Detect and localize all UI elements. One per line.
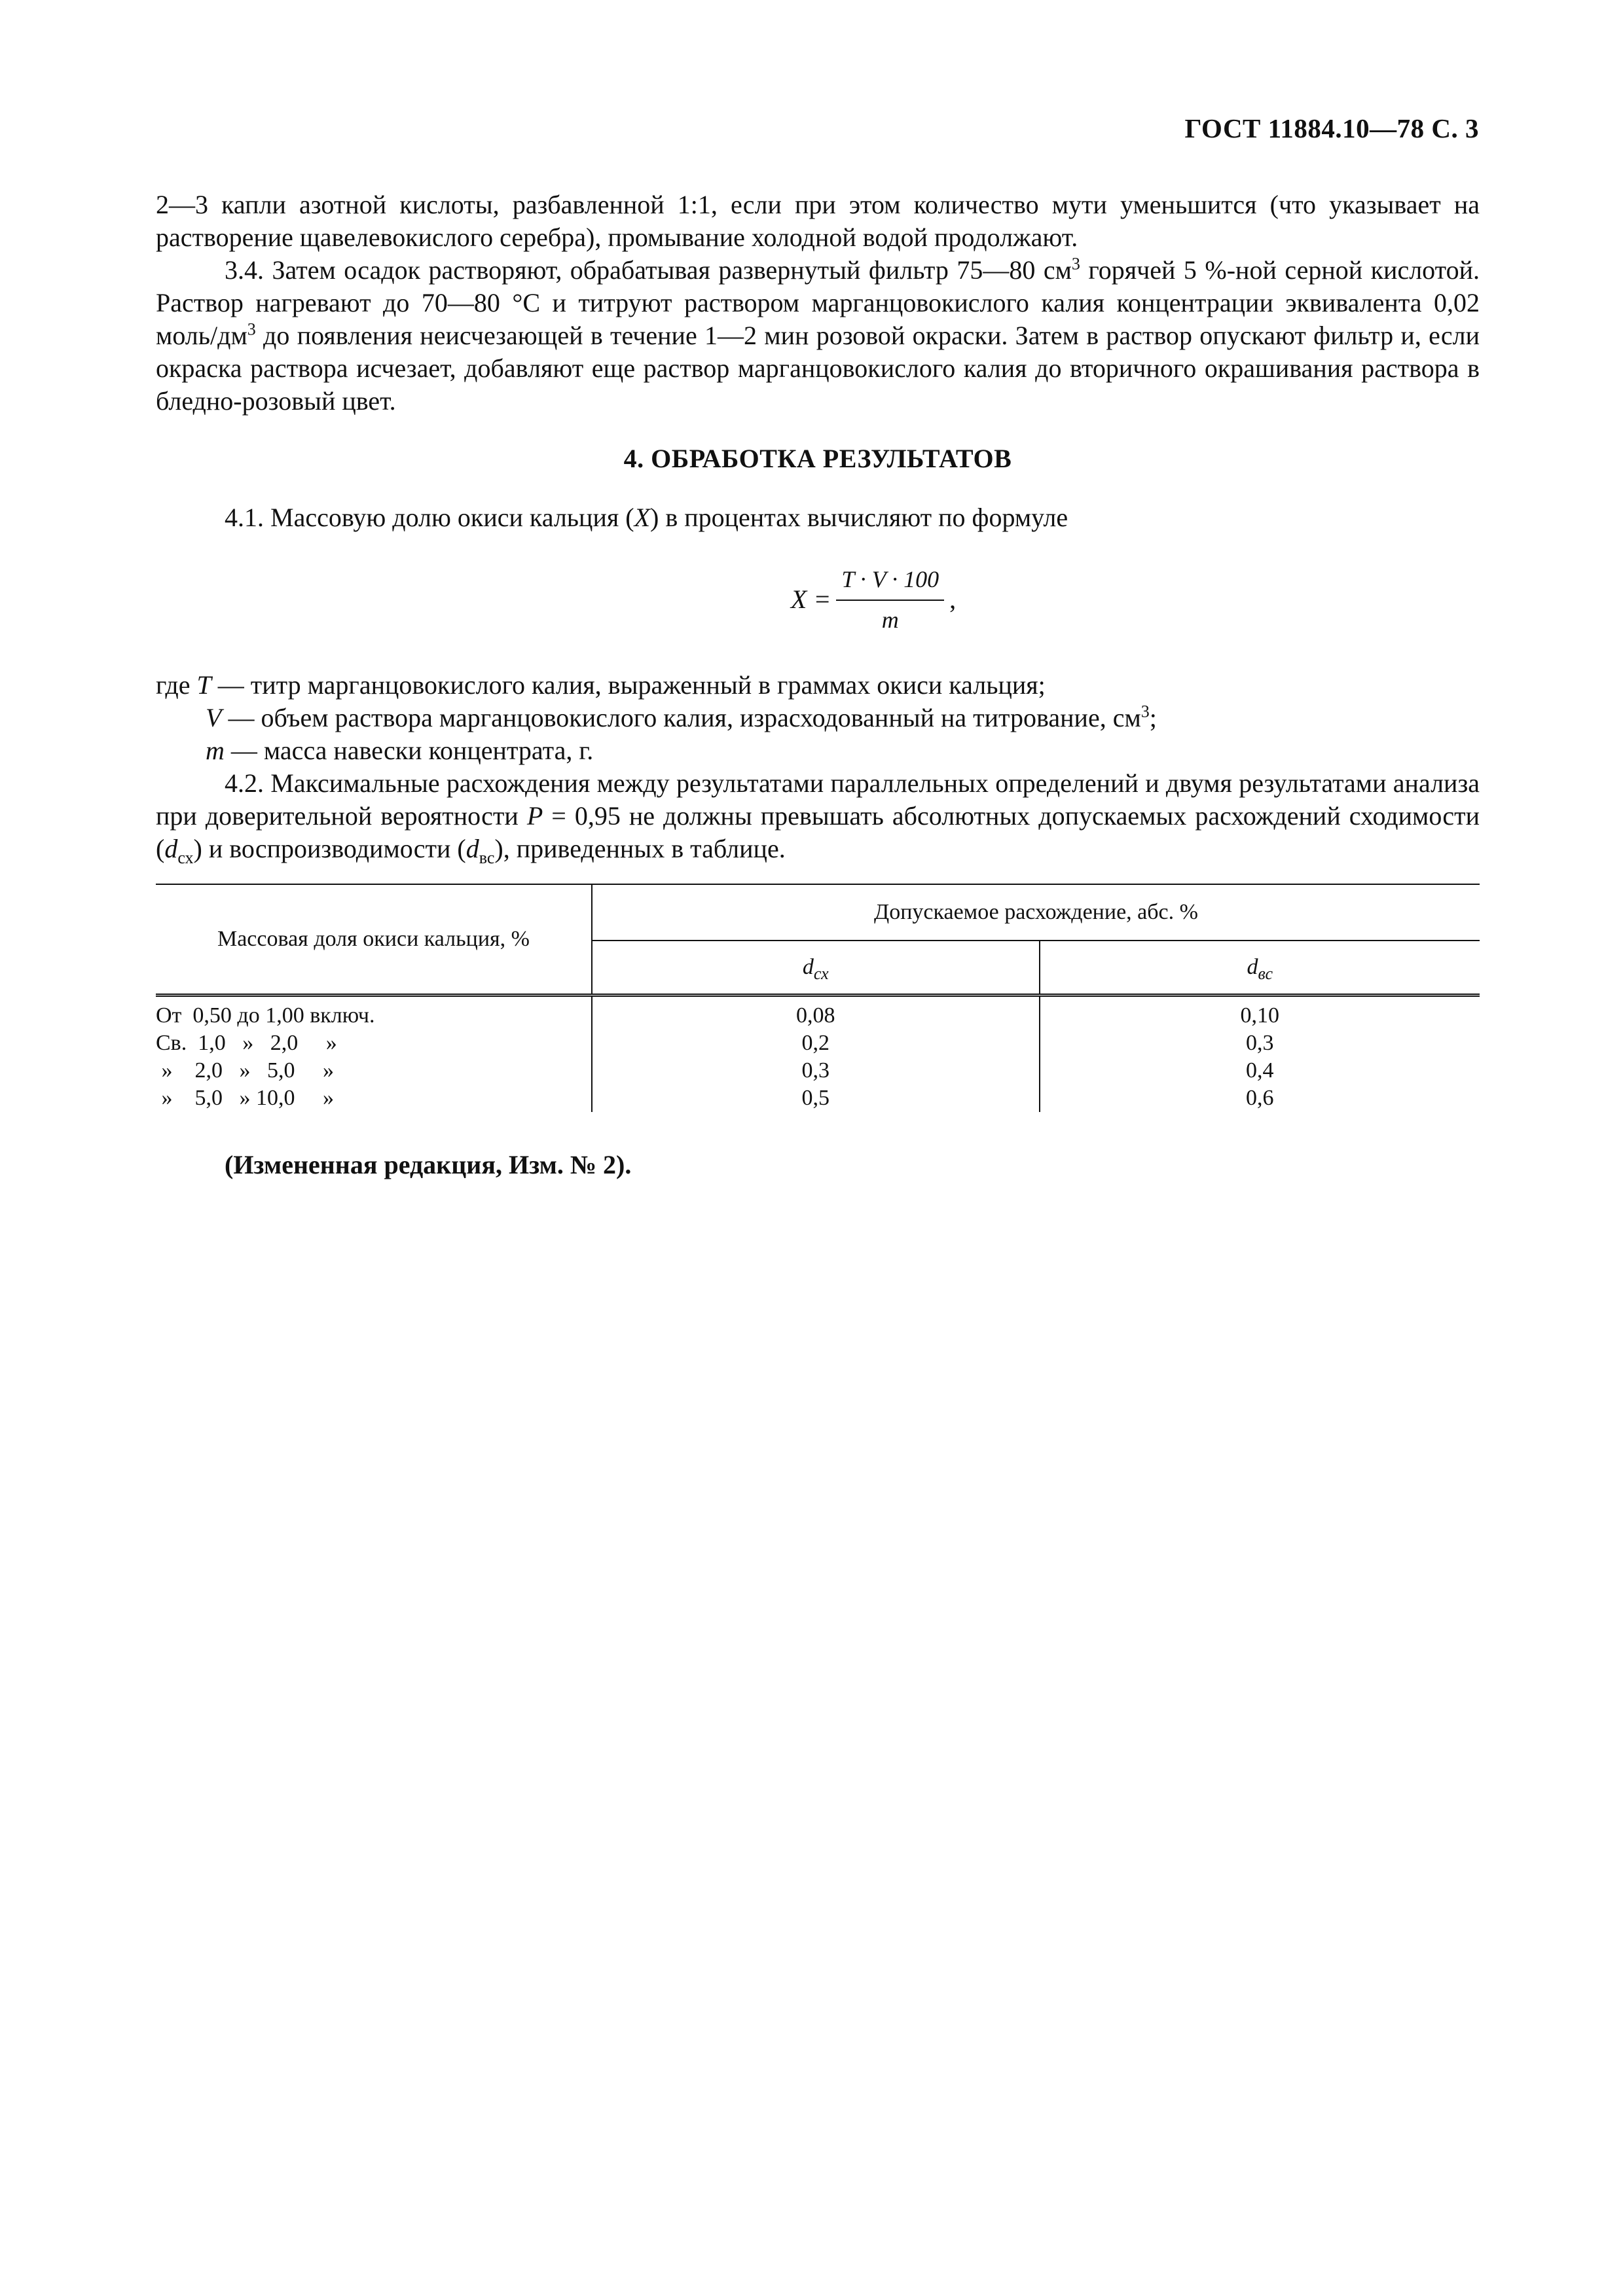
paragraph-3-4-part-c: до появления неисчезающей в течение 1—2 мин розовой окраски. Затем в раствор опускают фильтр и, если окраска раствора исчезает, добавляют еще раствор марганцовокислого калия до вторичного окрашивания раствора в бледно-розовый цвет.	[156, 321, 1480, 416]
formula-block	[156, 563, 1480, 636]
where-text	[261, 702, 1156, 734]
cell-dvs: 0,3	[1246, 1031, 1274, 1055]
header-subscript-vs: вс	[1258, 963, 1273, 983]
where-item-t	[156, 669, 1480, 702]
paragraph-4-2-part-d: ), приведенных в таблице.	[494, 834, 786, 863]
cell-dcx: 0,5	[592, 1085, 1040, 1112]
table-row	[156, 996, 1480, 1030]
paragraph-4-2-part-c: ) и воспроизводимости (	[193, 834, 466, 863]
cell-range: » 5,0 » 10,0 »	[156, 1085, 592, 1112]
results-table	[156, 885, 1480, 1112]
formula-denominator: m	[881, 607, 899, 633]
where-item-m	[156, 734, 1480, 767]
cell-dvs: 0,10	[1240, 1003, 1280, 1028]
where-symbol: m	[206, 736, 225, 765]
paragraph-continuation: 2—3 капли азотной кислоты, разбавленной 1:1, если при этом количество мути уменьшится (что указывает на растворение щавелевокислого серебра), промывание холодной водой продолжают.	[156, 190, 1480, 252]
column-header-dvs	[1040, 941, 1480, 996]
variable-d: d	[465, 834, 479, 863]
paragraph-3-4	[156, 254, 1480, 418]
header-d-symbol: d	[802, 955, 814, 979]
formula-numerator: T · V · 100	[836, 563, 944, 601]
where-text: титр марганцовокислого калия, выраженный в граммах окиси кальция;	[250, 670, 1046, 700]
formula-trail: ,	[949, 584, 957, 614]
where-text-end: ;	[1149, 703, 1157, 732]
subscript-vs: вс	[479, 848, 495, 867]
paragraph-3-4-part-b: горячей 5 %-ной серной кислотой. Раствор нагревают до 70—80 °С и титруют раствором марганцовокислого калия концентрации эквивалента 0,02 моль/дм	[156, 255, 1480, 350]
amendment-note: (Измененная редакция, Изм. № 2).	[225, 1150, 632, 1179]
where-list	[156, 669, 1480, 767]
cell-dvs: 0,6	[1246, 1086, 1274, 1110]
cell-range: » 2,0 » 5,0 »	[156, 1057, 592, 1085]
header-d-symbol: d	[1247, 955, 1258, 979]
paragraph-4-1-part-b: ) в процентах вычисляют по формуле	[650, 503, 1068, 532]
results-table-wrap	[156, 884, 1480, 1112]
where-dash: —	[211, 670, 251, 700]
cell-dcx: 0,3	[592, 1057, 1040, 1085]
subscript-cx: сх	[177, 848, 194, 867]
variable-d: d	[164, 834, 178, 863]
cell-dcx: 0,08	[592, 996, 1040, 1030]
superscript-3: 3	[1071, 254, 1080, 274]
column-header-dcx	[592, 941, 1040, 996]
where-item-v	[156, 702, 1480, 734]
cell-range: Св. 1,0 » 2,0 »	[156, 1030, 592, 1057]
column-group-header: Допускаемое расхождение, абс. %	[592, 885, 1480, 941]
formula-lhs: X =	[790, 584, 831, 614]
cell-dcx: 0,2	[592, 1030, 1040, 1057]
paragraph-4-2-part-b: = 0,95 не должны превышать абсолютных допускаемых расхождений сходимости (	[156, 801, 1480, 863]
superscript-3: 3	[247, 319, 256, 339]
variable-p: P	[526, 801, 543, 831]
where-text: масса навески концентрата, г.	[263, 736, 594, 765]
where-symbol: V	[206, 703, 222, 732]
cell-dvs: 0,4	[1246, 1058, 1274, 1083]
where-symbol: T	[196, 670, 211, 700]
paragraph-4-1	[156, 501, 1480, 534]
paragraph-4-2-part-a: 4.2. Максимальные расхождения между результатами параллельных определений и двумя результатами анализа при доверительной вероятности	[156, 768, 1480, 831]
page-header: ГОСТ 11884.10—78 С. 3	[1184, 113, 1479, 143]
paragraph-4-1-part-a: 4.1. Массовую долю окиси кальция (	[225, 503, 634, 532]
paragraph-4-2	[156, 767, 1480, 865]
table-row	[156, 1030, 1480, 1057]
section-title: 4. ОБРАБОТКА РЕЗУЛЬТАТОВ	[623, 444, 1012, 473]
where-lead: где	[156, 670, 197, 700]
formula	[791, 563, 956, 636]
where-dash: —	[221, 703, 261, 732]
where-dash: —	[224, 736, 264, 765]
table-row	[156, 1085, 1480, 1112]
cell-range: От 0,50 до 1,00 включ.	[156, 996, 592, 1030]
superscript-3: 3	[1140, 702, 1150, 721]
document-body	[156, 188, 1480, 1181]
paragraph-3-4-part-a: 3.4. Затем осадок растворяют, обрабатывая развернутый фильтр 75—80 см	[225, 255, 1072, 285]
table-header-row	[156, 885, 1480, 941]
table-row	[156, 1057, 1480, 1085]
formula-fraction	[836, 563, 944, 636]
column-header-mass-fraction: Массовая доля окиси кальция, %	[156, 885, 592, 996]
where-text-main: объем раствора марганцовокислого калия, израсходованный на титрование, см	[261, 703, 1141, 732]
header-subscript-cx: сх	[813, 963, 829, 983]
variable-x: X	[634, 503, 651, 532]
